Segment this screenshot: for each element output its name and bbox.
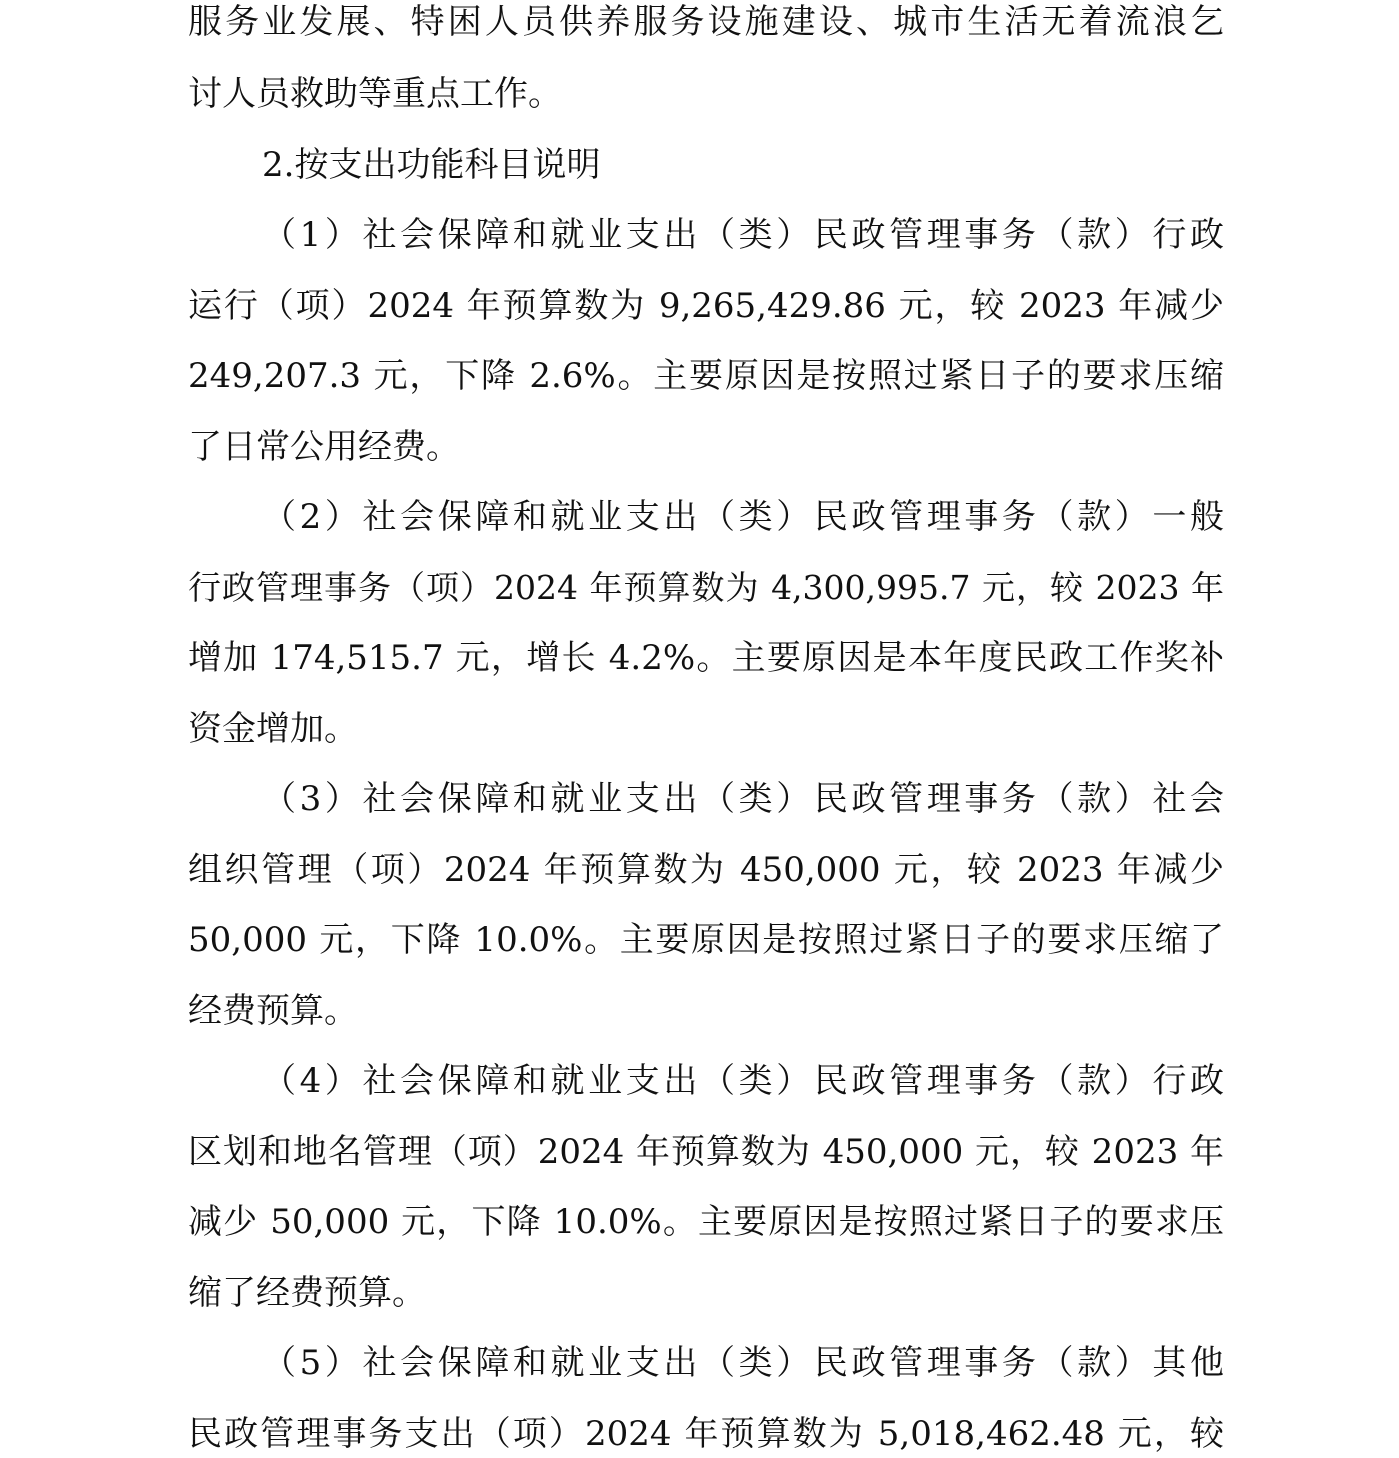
item-1-line-3: 249,207.3 元，下降 2.6%。主要原因是按照过紧日子的要求压缩 bbox=[188, 356, 1224, 396]
item-2-line-2: 行政管理事务（项）2024 年预算数为 4,300,995.7 元，较 2023 年 bbox=[188, 568, 1224, 607]
item-3-line-1: （3）社会保障和就业支出（类）民政管理事务（款）社会 bbox=[262, 779, 1224, 819]
item-4-line-1: （4）社会保障和就业支出（类）民政管理事务（款）行政 bbox=[262, 1061, 1224, 1101]
item-2-line-4: 资金增加。 bbox=[188, 709, 358, 749]
item-3-line-4: 经费预算。 bbox=[188, 991, 358, 1031]
item-2-line-3: 增加 174,515.7 元，增长 4.2%。主要原因是本年度民政工作奖补 bbox=[188, 638, 1224, 678]
item-1-line-2: 运行（项）2024 年预算数为 9,265,429.86 元，较 2023 年减少 bbox=[188, 286, 1224, 326]
item-3-line-2: 组织管理（项）2024 年预算数为 450,000 元，较 2023 年减少 bbox=[188, 850, 1224, 890]
section-heading: 2.按支出功能科目说明 bbox=[262, 145, 601, 185]
text-line-2: 讨人员救助等重点工作。 bbox=[188, 74, 562, 114]
item-5-line-1: （5）社会保障和就业支出（类）民政管理事务（款）其他 bbox=[262, 1343, 1224, 1383]
item-1-line-1: （1）社会保障和就业支出（类）民政管理事务（款）行政 bbox=[262, 215, 1224, 255]
text-line-1: 服务业发展、特困人员供养服务设施建设、城市生活无着流浪乞 bbox=[188, 2, 1224, 42]
item-1-line-4: 了日常公用经费。 bbox=[188, 427, 460, 467]
item-4-line-4: 缩了经费预算。 bbox=[188, 1273, 426, 1313]
item-4-line-2: 区划和地名管理（项）2024 年预算数为 450,000 元，较 2023 年 bbox=[188, 1132, 1224, 1172]
item-3-line-3: 50,000 元，下降 10.0%。主要原因是按照过紧日子的要求压缩了 bbox=[188, 920, 1224, 960]
item-5-line-2: 民政管理事务支出（项）2024 年预算数为 5,018,462.48 元，较 bbox=[188, 1414, 1224, 1454]
item-2-line-1: （2）社会保障和就业支出（类）民政管理事务（款）一般 bbox=[262, 497, 1224, 537]
item-4-line-3: 减少 50,000 元，下降 10.0%。主要原因是按照过紧日子的要求压 bbox=[188, 1202, 1224, 1242]
